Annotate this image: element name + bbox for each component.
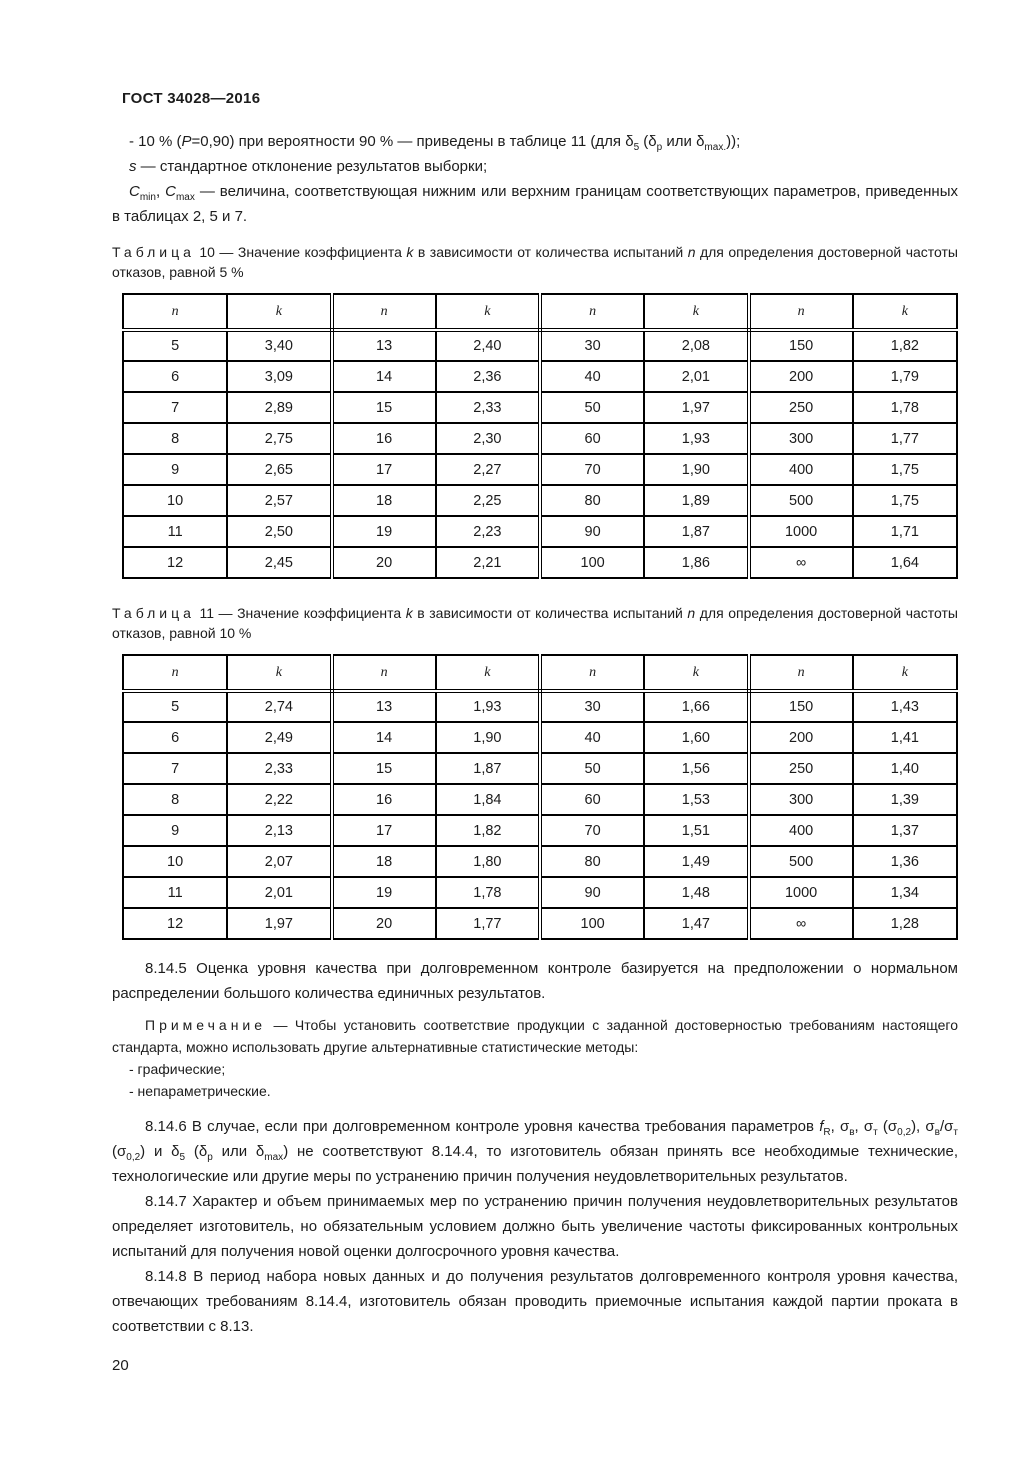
table-cell: 40: [540, 361, 644, 392]
note-list-item: - графические;: [129, 1061, 226, 1077]
table-cell: 500: [749, 485, 853, 516]
table-row: [123, 485, 957, 516]
table-row: [123, 877, 957, 908]
table-row: [123, 908, 957, 939]
table-cell: 2,36: [436, 361, 540, 392]
table-cell: 1,64: [853, 547, 957, 578]
table-cell: 1,90: [644, 454, 748, 485]
table-cell: 1,93: [644, 423, 748, 454]
table-row: [123, 722, 957, 753]
table-cell: 1,40: [853, 753, 957, 784]
table-cell: 12: [123, 908, 227, 939]
table-cell: 1,82: [436, 815, 540, 846]
table-cell: 1,51: [644, 815, 748, 846]
table-cell: 1,82: [853, 330, 957, 361]
table-cell: 18: [332, 846, 436, 877]
table-cell: 6: [123, 722, 227, 753]
table-row: [123, 815, 957, 846]
table-row: [123, 691, 957, 722]
table-row: [123, 361, 957, 392]
note-paragraph: Примечание — Чтобы установить соответствие продукции с заданной достоверностью требованиям настоящего стандарта, можно использовать другие альтернативные статистические методы:: [112, 1017, 958, 1055]
table-column-header: k: [853, 655, 957, 691]
table-cell: 11: [123, 877, 227, 908]
table-cell: 13: [332, 691, 436, 722]
definition-line: $C_{min}$, $C_{max}$ — величина, соответствующая нижним или верхним границам соответствующих параметров, приведенных в таблицах 2, 5 и 7.: [112, 183, 958, 225]
table-cell: 60: [540, 784, 644, 815]
table-column-header: n: [332, 294, 436, 330]
table-cell: 400: [749, 454, 853, 485]
table-row: [123, 423, 957, 454]
table-column-header: n: [123, 655, 227, 691]
table-cell: 3,40: [227, 330, 331, 361]
table-cell: 1,60: [644, 722, 748, 753]
table-cell: 2,45: [227, 547, 331, 578]
table-cell: 90: [540, 877, 644, 908]
table-cell: 1,75: [853, 454, 957, 485]
table-cell: 500: [749, 846, 853, 877]
table-cell: 1,75: [853, 485, 957, 516]
table-cell: ∞: [749, 547, 853, 578]
table-cell: 2,50: [227, 516, 331, 547]
table-cell: 2,25: [436, 485, 540, 516]
table-cell: 9: [123, 454, 227, 485]
table-column-header: k: [227, 655, 331, 691]
table-cell: 1,34: [853, 877, 957, 908]
table-11: [122, 654, 958, 940]
paragraph-8-14-6: 8.14.6 В случае, если при долговременном контроле уровня качества требования параметров $f_R$, $\sigma_в$, $\sigma_т$ $(\sigma_{0,2})$, $\sigma_в/\sigma_т$ $(\sigma_{0,2})$ и $\delta_5$ ($\delta_р$ или $\delta_{max}$) не соответствуют 8.14.4, то изготовитель обязан принять все необходимые технические, технологические или другие меры по устранению причин получения неудовлетворительных результатов.: [112, 1118, 959, 1185]
table-column-header: k: [436, 655, 540, 691]
table-cell: 2,75: [227, 423, 331, 454]
table-cell: 60: [540, 423, 644, 454]
table-cell: 1,37: [853, 815, 957, 846]
table-cell: 90: [540, 516, 644, 547]
table-cell: 1,87: [436, 753, 540, 784]
table-10: [122, 293, 958, 579]
table-column-header: k: [644, 655, 748, 691]
definitions-block: [112, 129, 958, 229]
table-cell: 6: [123, 361, 227, 392]
table-cell: 80: [540, 846, 644, 877]
table-cell: 1,89: [644, 485, 748, 516]
table-cell: 8: [123, 423, 227, 454]
table-cell: 150: [749, 330, 853, 361]
table-cell: 2,27: [436, 454, 540, 485]
table-cell: 9: [123, 815, 227, 846]
table-cell: 1,90: [436, 722, 540, 753]
table-cell: 2,57: [227, 485, 331, 516]
table-cell: 1,43: [853, 691, 957, 722]
table-cell: 70: [540, 815, 644, 846]
table-row: [123, 753, 957, 784]
table-cell: 18: [332, 485, 436, 516]
table-cell: 40: [540, 722, 644, 753]
table-cell: ∞: [749, 908, 853, 939]
doc-standard-number: ГОСТ 34028—2016: [122, 90, 261, 107]
note-list-item: - непараметрические.: [129, 1083, 271, 1099]
table-cell: 15: [332, 753, 436, 784]
table-cell: 2,40: [436, 330, 540, 361]
table-cell: 7: [123, 753, 227, 784]
table-cell: 1,28: [853, 908, 957, 939]
table-cell: 7: [123, 392, 227, 423]
table-cell: 1,41: [853, 722, 957, 753]
table-cell: 2,49: [227, 722, 331, 753]
table-column-header: k: [853, 294, 957, 330]
table-cell: 1,86: [644, 547, 748, 578]
table-cell: 10: [123, 846, 227, 877]
table-cell: 1,77: [853, 423, 957, 454]
table-cell: 1000: [749, 877, 853, 908]
table-column-header: n: [749, 655, 853, 691]
table-cell: 300: [749, 423, 853, 454]
table-cell: 1,97: [227, 908, 331, 939]
table-cell: 1,77: [436, 908, 540, 939]
table-cell: 16: [332, 423, 436, 454]
table-cell: 2,01: [227, 877, 331, 908]
table-cell: 200: [749, 722, 853, 753]
table-cell: 100: [540, 908, 644, 939]
table-cell: 50: [540, 753, 644, 784]
table-cell: 400: [749, 815, 853, 846]
table-cell: 1,71: [853, 516, 957, 547]
table-cell: 250: [749, 753, 853, 784]
table-column-header: n: [749, 294, 853, 330]
table-cell: 1,78: [853, 392, 957, 423]
table-cell: 1,53: [644, 784, 748, 815]
table-row: [123, 547, 957, 578]
table-cell: 1,36: [853, 846, 957, 877]
table-cell: 19: [332, 877, 436, 908]
table-cell: 1,39: [853, 784, 957, 815]
table-cell: 2,22: [227, 784, 331, 815]
table-row: [123, 330, 957, 361]
table-cell: 5: [123, 330, 227, 361]
table-cell: 8: [123, 784, 227, 815]
table-header-row: [123, 655, 957, 691]
table-cell: 2,33: [227, 753, 331, 784]
table-column-header: n: [540, 294, 644, 330]
table-cell: 10: [123, 485, 227, 516]
table-cell: 200: [749, 361, 853, 392]
table-cell: 12: [123, 547, 227, 578]
table-cell: 2,33: [436, 392, 540, 423]
table-column-header: k: [436, 294, 540, 330]
table-cell: 1,56: [644, 753, 748, 784]
table-cell: 2,08: [644, 330, 748, 361]
table-cell: 70: [540, 454, 644, 485]
table-cell: 14: [332, 361, 436, 392]
table-10-caption: Таблица 10 — Значение коэффициента k в зависимости от количества испытаний n для определения достоверной частоты отказов, равной 5 %: [112, 244, 958, 280]
table-cell: 1,49: [644, 846, 748, 877]
table-cell: 1,47: [644, 908, 748, 939]
page-number: 20: [112, 1357, 129, 1374]
table-row: [123, 516, 957, 547]
table-cell: 1,84: [436, 784, 540, 815]
table-cell: 3,09: [227, 361, 331, 392]
table-cell: 2,01: [644, 361, 748, 392]
table-cell: 1,93: [436, 691, 540, 722]
table-column-header: k: [644, 294, 748, 330]
table-cell: 2,74: [227, 691, 331, 722]
table-cell: 1,66: [644, 691, 748, 722]
table-row: [123, 784, 957, 815]
table-header-row: [123, 294, 957, 330]
table-cell: 16: [332, 784, 436, 815]
table-cell: 17: [332, 815, 436, 846]
definition-line: s — стандартное отклонение результатов выборки;: [129, 158, 488, 175]
paragraph-8-14-5: 8.14.5 Оценка уровня качества при долговременном контроле базируется на предположении о нормальном распределении большого количества единичных результатов.: [112, 960, 958, 1002]
table-cell: 300: [749, 784, 853, 815]
table-cell: 2,65: [227, 454, 331, 485]
table-cell: 50: [540, 392, 644, 423]
table-cell: 2,89: [227, 392, 331, 423]
table-cell: 1000: [749, 516, 853, 547]
table-cell: 30: [540, 330, 644, 361]
table-cell: 15: [332, 392, 436, 423]
table-cell: 2,23: [436, 516, 540, 547]
table-cell: 1,87: [644, 516, 748, 547]
table-cell: 1,48: [644, 877, 748, 908]
table-column-header: n: [123, 294, 227, 330]
table-cell: 1,80: [436, 846, 540, 877]
table-cell: 20: [332, 547, 436, 578]
table-cell: 150: [749, 691, 853, 722]
paragraph-8-14-7: 8.14.7 Характер и объем принимаемых мер по устранению причин получения неудовлетворительных результатов определяет изготовитель, но обязательным условием должно быть увеличение частоты фиксированных контрольных испытаний для получения новой оценки долгосрочного уровня качества.: [112, 1193, 958, 1260]
table-cell: 11: [123, 516, 227, 547]
table-cell: 14: [332, 722, 436, 753]
definition-line: - 10 % (P=0,90) при вероятности 90 % — приведены в таблице 11 (для $\delta_5$ ($\delta_р$ или $\delta_{max.}$));: [129, 133, 741, 153]
document-page: [112, 90, 958, 1374]
table-cell: 80: [540, 485, 644, 516]
table-cell: 2,13: [227, 815, 331, 846]
table-cell: 1,97: [644, 392, 748, 423]
table-cell: 2,21: [436, 547, 540, 578]
table-column-header: n: [540, 655, 644, 691]
table-cell: 5: [123, 691, 227, 722]
table-cell: 30: [540, 691, 644, 722]
table-cell: 20: [332, 908, 436, 939]
table-cell: 100: [540, 547, 644, 578]
table-cell: 17: [332, 454, 436, 485]
table-11-caption: Таблица 11 — Значение коэффициента k в зависимости от количества испытаний n для определения достоверной частоты отказов, равной 10 %: [112, 605, 958, 641]
table-cell: 2,30: [436, 423, 540, 454]
table-row: [123, 392, 957, 423]
table-cell: 2,07: [227, 846, 331, 877]
table-cell: 250: [749, 392, 853, 423]
paragraph-8-14-8: 8.14.8 В период набора новых данных и до получения результатов долговременного контроля уровня качества, отвечающих требованиям 8.14.4, изготовитель обязан проводить приемочные испытания каждой партии проката в соответствии с 8.13.: [112, 1268, 958, 1335]
table-cell: 13: [332, 330, 436, 361]
table-cell: 1,78: [436, 877, 540, 908]
table-row: [123, 454, 957, 485]
table-column-header: k: [227, 294, 331, 330]
table-cell: 19: [332, 516, 436, 547]
table-column-header: n: [332, 655, 436, 691]
table-cell: 1,79: [853, 361, 957, 392]
table-row: [123, 846, 957, 877]
